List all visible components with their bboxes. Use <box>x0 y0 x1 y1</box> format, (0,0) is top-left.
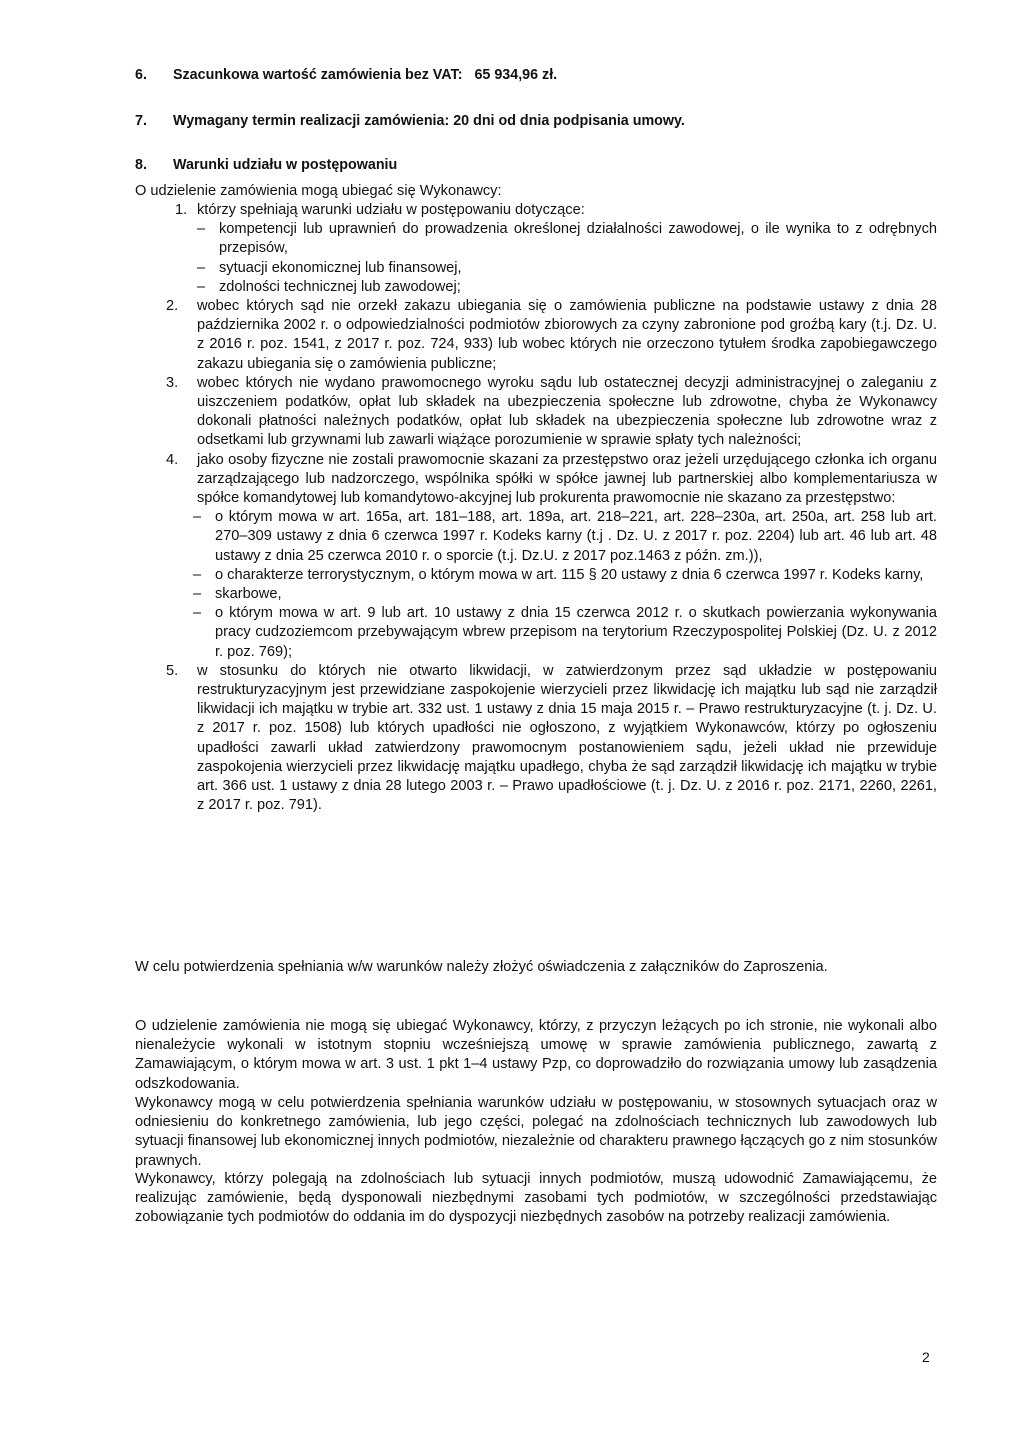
condition-number: 4. <box>166 451 179 468</box>
section-6-heading <box>135 66 945 85</box>
condition-item <box>135 662 937 816</box>
section-7-heading <box>135 112 945 131</box>
sublist-item: – skarbowe, <box>193 585 937 604</box>
condition-number: 3. <box>166 374 179 391</box>
conditions-intro: O udzielenie zamówienia mogą ubiegać się Wykonawcy: <box>135 183 502 199</box>
condition-sublist <box>197 220 937 297</box>
sublist-item: – kompetencji lub uprawnień do prowadzenia określonej działalności zawodowej, o ile wynika to z odrębnych przepisów, <box>197 220 937 258</box>
estimated-value: 65 934,96 zł. <box>474 67 558 83</box>
condition-number: 2. <box>166 298 179 315</box>
condition-number: 5. <box>166 662 179 679</box>
sublist-item: – o którym mowa w art. 9 lub art. 10 ustawy z dnia 15 czerwca 2012 r. o skutkach powierzania wykonywania pracy cudzoziemcom przebywającym wbrew przepisom na terytorium Rzeczypospolitej Polskiej (Dz. U. z 2012 r. poz. 769); <box>193 604 937 662</box>
condition-text: w stosunku do których nie otwarto likwidacji, w zatwierdzonym przez sąd układzie w postępowaniu restrukturyzacyjnym jest przewidziane zaspokojenie wierzycieli przez likwidację ich majątku lub sąd nie zarządził likwidacji ich majątku w trybie art. 332 ust. 1 ustawy z dnia 15 maja 2015 r. – Prawo restrukturyzacyjne (t. j. Dz. U. z 2017 r. poz. 1508) lub których upadłości nie ogłoszono, z wyjątkiem Wykonawców, którzy po ogłoszeniu upadłości zawarli układ zatwierdzony prawomocnym postanowieniem sądu, jeżeli układ nie przewiduje zaspokojenia wierzycieli przez likwidację majątku upadłego, chyba że sąd zarządził likwidację ich majątku w trybie art. 366 ust. 1 ustawy z dnia 28 lutego 2003 r. – Prawo upadłościowe (t. j. Dz. U. z 2016 r. poz. 2171, 2260, 2261, z 2017 r. poz. 791). <box>197 662 937 814</box>
condition-number: 1. <box>175 202 188 218</box>
page-number: 2 <box>922 1349 930 1365</box>
section-8-heading <box>135 156 945 175</box>
condition-item <box>135 451 937 662</box>
section-number: 7. <box>135 113 147 129</box>
sublist-item: – zdolności technicznej lub zawodowej; <box>197 278 937 297</box>
paragraph: O udzielenie zamówienia nie mogą się ubiegać Wykonawcy, którzy, z przyczyn leżących po ich stronie, nie wykonali albo nienależycie wykonali w istotnym stopniu wcześniejszą umowę w sprawie zamówienia publicznego, zawartą z Zamawiającym, o którym mowa w art. 3 ust. 1 pkt 1–4 ustawy Pzp, co doprowadziło do rozwiązania umowy lub zasądzenia odszkodowania. <box>135 1018 937 1092</box>
condition-item <box>135 201 937 297</box>
sublist-item: – o charakterze terrorystycznym, o którym mowa w art. 115 § 20 ustawy z dnia 6 czerwca 1997 r. Kodeks karny, <box>193 566 937 585</box>
condition-text: wobec których nie wydano prawomocnego wyroku sądu lub ostatecznej decyzji administracyjnej o zaleganiu z uiszczeniem podatków, opłat lub składek na ubezpieczenia społeczne lub zdrowotne, chyba że Wykonawcy dokonali płatności należnych podatków, opłat lub składek na ubezpieczenia społeczne lub zdrowotne wraz z odsetkami lub grzywnami lub zawarli wiążące porozumienie w sprawie spłaty tych należności; <box>197 374 937 449</box>
condition-sublist <box>193 508 937 662</box>
condition-text: wobec których sąd nie orzekł zakazu ubiegania się o zamówienia publiczne na podstawie ustawy z dnia 28 października 2002 r. o odpowiedzialności podmiotów zbiorowych za czyny zabronione pod groźbą kary (t.j. Dz. U. z 2016 r. poz. 1541, z 2017 r. poz. 724, 933) lub wobec których nie orzeczono tytułem środka zapobiegawczego zakazu ubiegania się o zamówienia publiczne; <box>197 298 937 372</box>
paragraph: Wykonawcy, którzy polegają na zdolnościach lub sytuacji innych podmiotów, muszą udowodnić Zamawiającemu, że realizując zamówienie, będą dysponowali niezbędnymi zasobami tych podmiotów, w szczególności przedstawiając zobowiązanie tych podmiotów do oddania im do dyspozycji niezbędnych zasobów na potrzeby realizacji zamówienia. <box>135 1171 937 1226</box>
sublist-item: – o którym mowa w art. 165a, art. 181–188, art. 189a, art. 218–221, art. 228–230a, art. 250a, art. 258 lub art. 270–309 ustawy z dnia 6 czerwca 1997 r. Kodeks karny (t.j . Dz. U. z 2017 r. poz. 2204) lub art. 46 lub art. 48 ustawy z dnia 25 czerwca 2010 r. o sporcie (t.j. Dz.U. z 2017 poz.1463 z późn. zm.)), <box>193 508 937 566</box>
section-number: 6. <box>135 67 147 83</box>
paragraph: W celu potwierdzenia spełniania w/w warunków należy złożyć oświadczenia z załączników do Zaproszenia. <box>135 959 828 975</box>
sublist-item: – sytuacji ekonomicznej lub finansowej, <box>197 259 937 278</box>
section-title: Szacunkowa wartość zamówienia bez VAT: <box>173 67 463 83</box>
condition-item <box>135 374 937 451</box>
section-title: Wymagany termin realizacji zamówienia: 20 dni od dnia podpisania umowy. <box>173 113 685 129</box>
conditions-list <box>135 201 937 816</box>
section-title: Warunki udziału w postępowaniu <box>173 157 398 173</box>
condition-text: którzy spełniają warunki udziału w postępowaniu dotyczące: <box>197 202 585 218</box>
condition-text: jako osoby fizyczne nie zostali prawomocnie skazani za przestępstwo oraz jeżeli urzędującego członka ich organu zarządzającego lub nadzorczego, wspólnika spółki w spółce jawnej lub partnerskiej albo komplementariusza w spółce komandytowej lub komandytowo-akcyjnej lub prokurenta prawomocnie nie skazano za przestępstwo: <box>197 451 937 507</box>
section-number: 8. <box>135 157 147 173</box>
paragraph: Wykonawcy mogą w celu potwierdzenia spełniania warunków udziału w postępowaniu, w stosownych sytuacjach oraz w odniesieniu do konkretnego zamówienia, lub jego części, polegać na zdolnościach technicznych lub zawodowych lub sytuacji finansowej lub ekonomicznej innych podmiotów, niezależnie od charakteru prawnego łączących go z nim stosunków prawnych. <box>135 1095 937 1169</box>
condition-item <box>135 297 937 374</box>
